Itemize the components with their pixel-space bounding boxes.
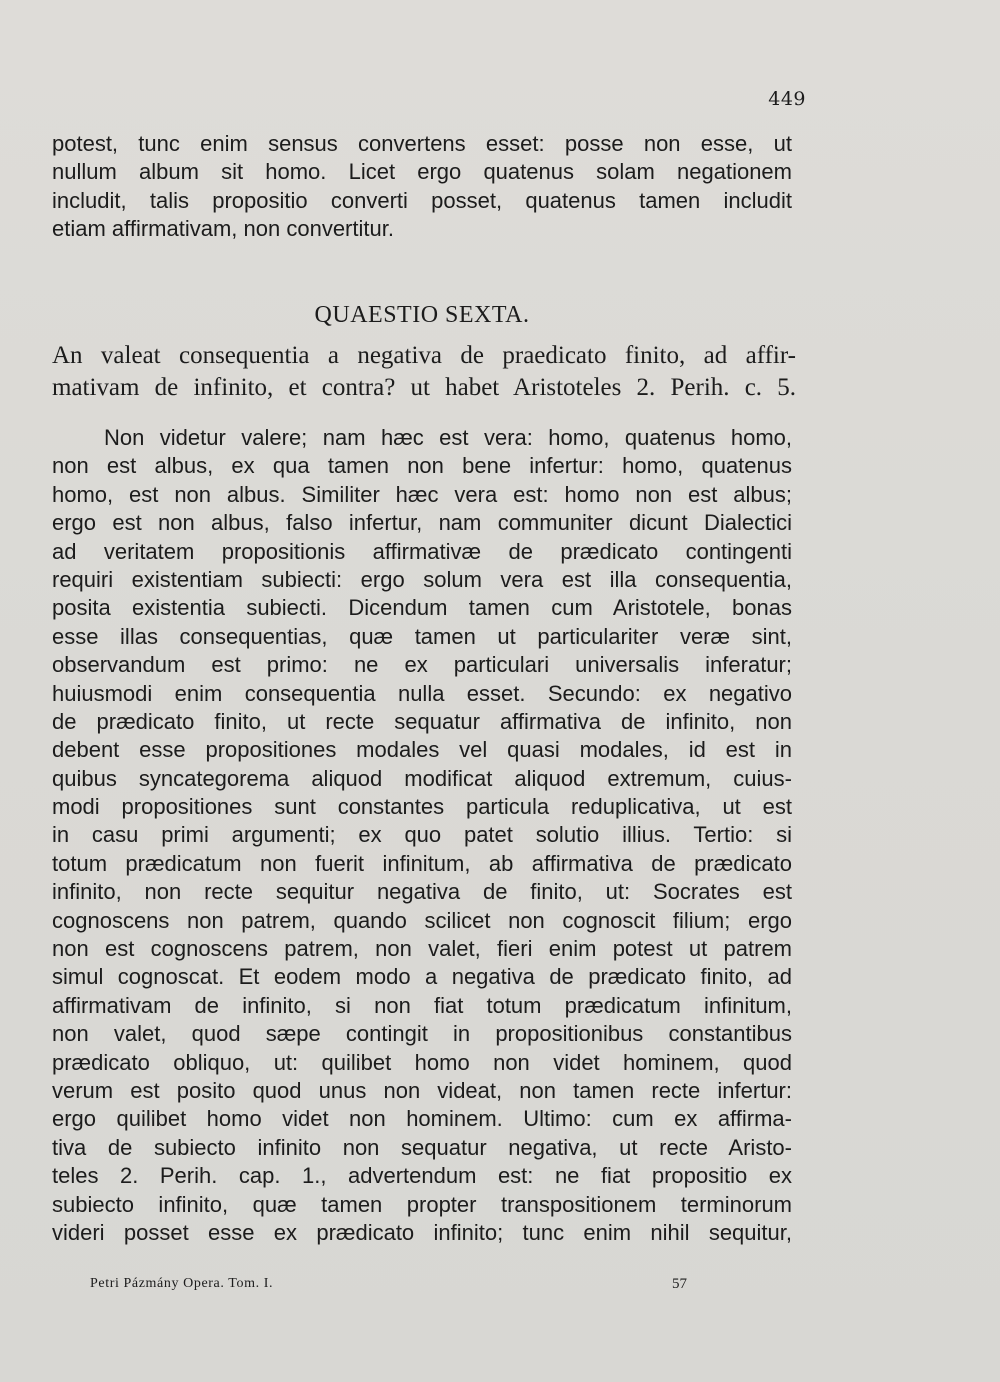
text-line: etiam affirmativam, non convertitur.: [52, 216, 394, 242]
text-line: non est cognoscens patrem, non valet, fieri enim potest ut patrem: [52, 936, 792, 962]
text-line: includit, talis propositio converti posset, quatenus tamen includit: [52, 187, 792, 213]
text-line: quibus syncategorema aliquod modificat aliquod extremum, cuius-: [52, 765, 792, 791]
footer-sheet-number: 57: [672, 1276, 687, 1292]
subheading-line: mativam de infinito, et contra? ut habet Aristoteles 2. Perih. c. 5.: [52, 374, 796, 401]
text-line: requiri existentiam subiecti: ergo solum vera est illa consequentia,: [52, 566, 792, 592]
text-line: tiva de subiecto infinito non sequatur negativa, ut recte Aristo-: [52, 1134, 792, 1160]
text-line: teles 2. Perih. cap. 1., advertendum est: ne fiat propositio ex: [52, 1163, 792, 1189]
text-line: ergo quilibet homo videt non hominem. Ultimo: cum ex affirma-: [52, 1106, 792, 1132]
text-line: debent esse propositiones modales vel quasi modales, id est in: [52, 737, 792, 763]
text-line: modi propositiones sunt constantes particula reduplicativa, ut est: [52, 794, 792, 820]
text-line: infinito, non recte sequitur negativa de finito, ut: Socrates est: [52, 879, 792, 905]
text-line: posita existentia subiecti. Dicendum tamen cum Aristotele, bonas: [52, 595, 792, 621]
text-line: cognoscens non patrem, quando scilicet non cognoscit filium; ergo: [52, 907, 792, 933]
text-line: Non videtur valere; nam hæc est vera: homo, quatenus homo,: [104, 425, 792, 450]
text-line: simul cognoscat. Et eodem modo a negativa de prædicato finito, ad: [52, 964, 792, 990]
text-line: non est albus, ex qua tamen non bene infertur: homo, quatenus: [52, 453, 792, 479]
text-line: nullum album sit homo. Licet ergo quatenus solam negationem: [52, 159, 792, 185]
text-line: observandum est primo: ne ex particulari universalis inferatur;: [52, 652, 792, 678]
text-line: subiecto infinito, quæ tamen propter transpositionem terminorum: [52, 1191, 792, 1217]
section-heading: QUAESTIO SEXTA.: [314, 302, 530, 328]
footer-signature: Petri Pázmány Opera. Tom. I.: [90, 1276, 274, 1291]
text-line: de prædicato finito, ut recte sequatur affirmativa de infinito, non: [52, 708, 792, 734]
question-subheading: [52, 340, 796, 404]
text-line: non valet, quod sæpe contingit in propositionibus constantibus: [52, 1021, 792, 1047]
text-line: videri posset esse ex prædicato infinito; tunc enim nihil sequitur,: [52, 1219, 792, 1245]
text-line: verum est posito quod unus non videat, non tamen recte infertur:: [52, 1077, 792, 1103]
page-number: 449: [768, 88, 806, 110]
text-line: prædicato obliquo, ut: quilibet homo non videt hominem, quod: [52, 1049, 792, 1075]
text-line: huiusmodi enim consequentia nulla esset. Secundo: ex negativo: [52, 680, 792, 706]
text-line: homo, est non albus. Similiter hæc vera est: homo non est albus;: [52, 481, 792, 507]
text-line: totum prædicatum non fuerit infinitum, ab affirmativa de prædicato: [52, 850, 792, 876]
subheading-line: An valeat consequentia a negativa de praedicato finito, ad affir-: [52, 342, 796, 369]
paragraph-continuation: [52, 130, 792, 244]
text-line: in casu primi argumenti; ex quo patet solutio illius. Tertio: si: [52, 822, 792, 848]
text-line: esse illas consequentias, quæ tamen ut particulariter veræ sint,: [52, 623, 792, 649]
text-line: potest, tunc enim sensus convertens esset: posse non esse, ut: [52, 131, 792, 156]
paragraph-main: [52, 424, 792, 1247]
text-line: affirmativam de infinito, si non fiat totum prædicatum infinitum,: [52, 992, 792, 1018]
text-line: ergo est non albus, falso infertur, nam communiter dicunt Dialectici: [52, 510, 792, 536]
text-line: ad veritatem propositionis affirmativæ de prædicato contingenti: [52, 538, 792, 564]
